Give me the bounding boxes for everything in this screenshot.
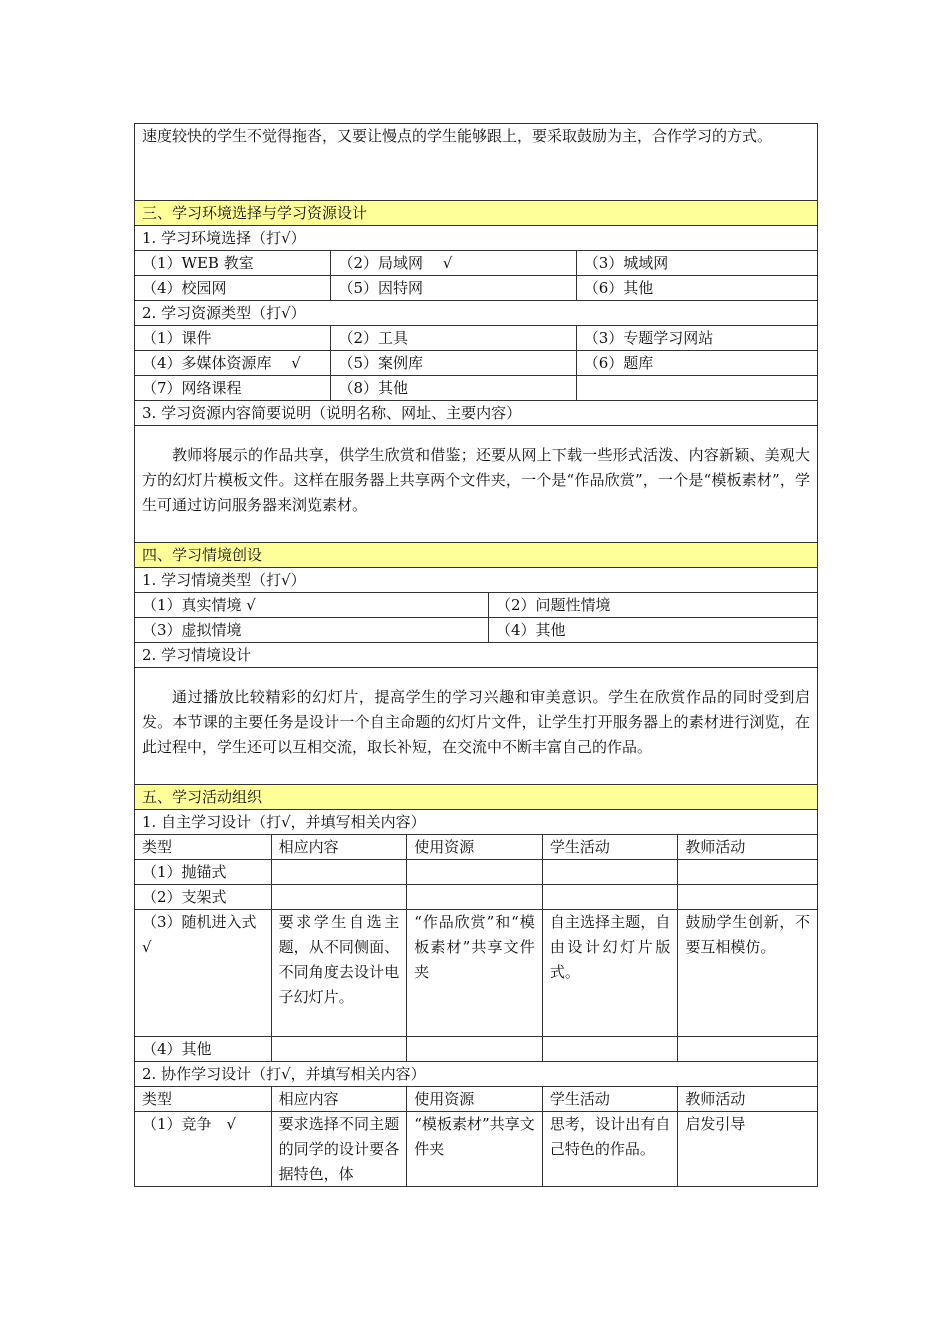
desc-title-row	[135, 400, 817, 425]
res-option	[576, 376, 817, 400]
self-header-row	[135, 834, 817, 859]
env-option: （4）校园网	[142, 279, 227, 297]
section5-header	[135, 784, 817, 809]
table-cell	[271, 1037, 407, 1061]
env-title-row	[135, 225, 817, 250]
table-row	[135, 1111, 817, 1186]
desc-paragraph	[135, 425, 817, 542]
column-header: 学生活动	[542, 1087, 678, 1111]
table-cell	[542, 860, 678, 884]
table-cell: 要求学生自选主题，从不同侧面、不同角度去设计电子幻灯片。	[271, 910, 407, 1036]
table-cell	[406, 860, 542, 884]
env-title: 1. 学习环境选择（打√）	[142, 229, 306, 247]
table-cell: 思考，设计出有自己特色的作品。	[542, 1112, 678, 1186]
design-paragraph	[135, 667, 817, 784]
table-row	[135, 859, 817, 884]
table-cell	[271, 860, 407, 884]
column-header: 学生活动	[542, 835, 678, 859]
res-option: （3）专题学习网站	[576, 326, 817, 350]
desc-title: 3. 学习资源内容简要说明（说明名称、网址、主要内容）	[142, 404, 522, 422]
self-title-row	[135, 809, 817, 834]
table-cell: （1）抛锚式	[142, 863, 227, 881]
type-title: 1. 学习情境类型（打√）	[142, 571, 306, 589]
table-cell: 鼓励学生创新，不要互相模仿。	[677, 910, 817, 1036]
table-cell	[677, 885, 817, 909]
coop-title-row	[135, 1061, 817, 1086]
coop-header-row	[135, 1086, 817, 1111]
column-header: 教师活动	[677, 835, 817, 859]
table-cell	[677, 860, 817, 884]
type-option: （4）其他	[488, 618, 817, 642]
section4-header	[135, 542, 817, 567]
column-header: 使用资源	[406, 835, 542, 859]
res-title-row	[135, 300, 817, 325]
table-cell	[406, 885, 542, 909]
table-cell	[677, 1037, 817, 1061]
column-header: 相应内容	[271, 835, 407, 859]
table-cell	[406, 1037, 542, 1061]
table-cell: （2）支架式	[142, 888, 227, 906]
res-option: （7）网络课程	[142, 379, 242, 397]
res-option: （5）案例库	[330, 351, 575, 375]
table-row	[135, 909, 817, 1036]
column-header: 使用资源	[406, 1087, 542, 1111]
design-title-row	[135, 642, 817, 667]
res-row-2	[135, 350, 817, 375]
column-header: 教师活动	[677, 1087, 817, 1111]
section5-title: 五、学习活动组织	[142, 788, 263, 806]
desc-text: 教师将展示的作品共享，供学生欣赏和借鉴；还要从网上下载一些形式活泼、内容新颖、美观大方的幻灯片模板文件。这样在服务器上共享两个文件夹，一个是“作品欣赏”，一个是“模板素材”，学生可通过访问服务器来浏览素材。	[142, 446, 810, 514]
table-cell	[542, 885, 678, 909]
res-row-1	[135, 325, 817, 350]
env-option: （2）局域网 √	[330, 251, 575, 275]
lesson-plan-table	[134, 123, 818, 1187]
section4-title: 四、学习情境创设	[142, 546, 263, 564]
table-cell: 要求选择不同主题的同学的设计要各据特色，体	[271, 1112, 407, 1186]
type-option: （3）虚拟情境	[142, 621, 242, 639]
self-title: 1. 自主学习设计（打√，并填写相关内容）	[142, 813, 426, 831]
intro-paragraph	[135, 124, 817, 200]
table-cell: “作品欣赏”和“模板素材”共享文件夹	[406, 910, 542, 1036]
table-cell	[271, 885, 407, 909]
res-option: （6）题库	[576, 351, 817, 375]
column-header: 相应内容	[271, 1087, 407, 1111]
table-cell: 自主选择主题，自由设计幻灯片版式。	[542, 910, 678, 1036]
table-row	[135, 1036, 817, 1061]
section3-title: 三、学习环境选择与学习资源设计	[142, 204, 368, 222]
res-option: （2）工具	[330, 326, 575, 350]
intro-text: 速度较快的学生不觉得拖沓，又要让慢点的学生能够跟上，要采取鼓励为主，合作学习的方式。	[142, 127, 773, 145]
coop-title: 2. 协作学习设计（打√，并填写相关内容）	[142, 1065, 426, 1083]
table-cell: 启发引导	[677, 1112, 817, 1186]
design-text: 通过播放比较精彩的幻灯片，提高学生的学习兴趣和审美意识。学生在欣赏作品的同时受到启发。本节课的主要任务是设计一个自主命题的幻灯片文件，让学生打开服务器上的素材进行浏览，在此过程中，学生还可以互相交流，取长补短，在交流中不断丰富自己的作品。	[142, 688, 810, 756]
env-row-1	[135, 250, 817, 275]
table-cell: （4）其他	[142, 1040, 212, 1058]
res-option: （8）其他	[330, 376, 575, 400]
type-option: （2）问题性情境	[488, 593, 817, 617]
table-cell: （1）竞争 √	[142, 1115, 237, 1133]
table-cell	[542, 1037, 678, 1061]
table-cell: （3）随机进入式 √	[142, 913, 257, 956]
res-option: （1）课件	[142, 329, 212, 347]
env-option: （1）WEB 教室	[142, 254, 254, 272]
res-option: （4）多媒体资源库 √	[142, 354, 301, 372]
table-row	[135, 884, 817, 909]
type-row-1	[135, 592, 817, 617]
type-row-2	[135, 617, 817, 642]
section3-header	[135, 200, 817, 225]
type-title-row	[135, 567, 817, 592]
env-option: （5）因特网	[330, 276, 575, 300]
table-cell: “模板素材”共享文件夹	[406, 1112, 542, 1186]
column-header: 类型	[142, 1090, 173, 1108]
type-option: （1）真实情境 √	[142, 596, 256, 614]
env-row-2	[135, 275, 817, 300]
res-row-3	[135, 375, 817, 400]
column-header: 类型	[142, 838, 173, 856]
env-option: （6）其他	[576, 276, 817, 300]
res-title: 2. 学习资源类型（打√）	[142, 304, 306, 322]
env-option: （3）城域网	[576, 251, 817, 275]
design-title: 2. 学习情境设计	[142, 646, 252, 664]
